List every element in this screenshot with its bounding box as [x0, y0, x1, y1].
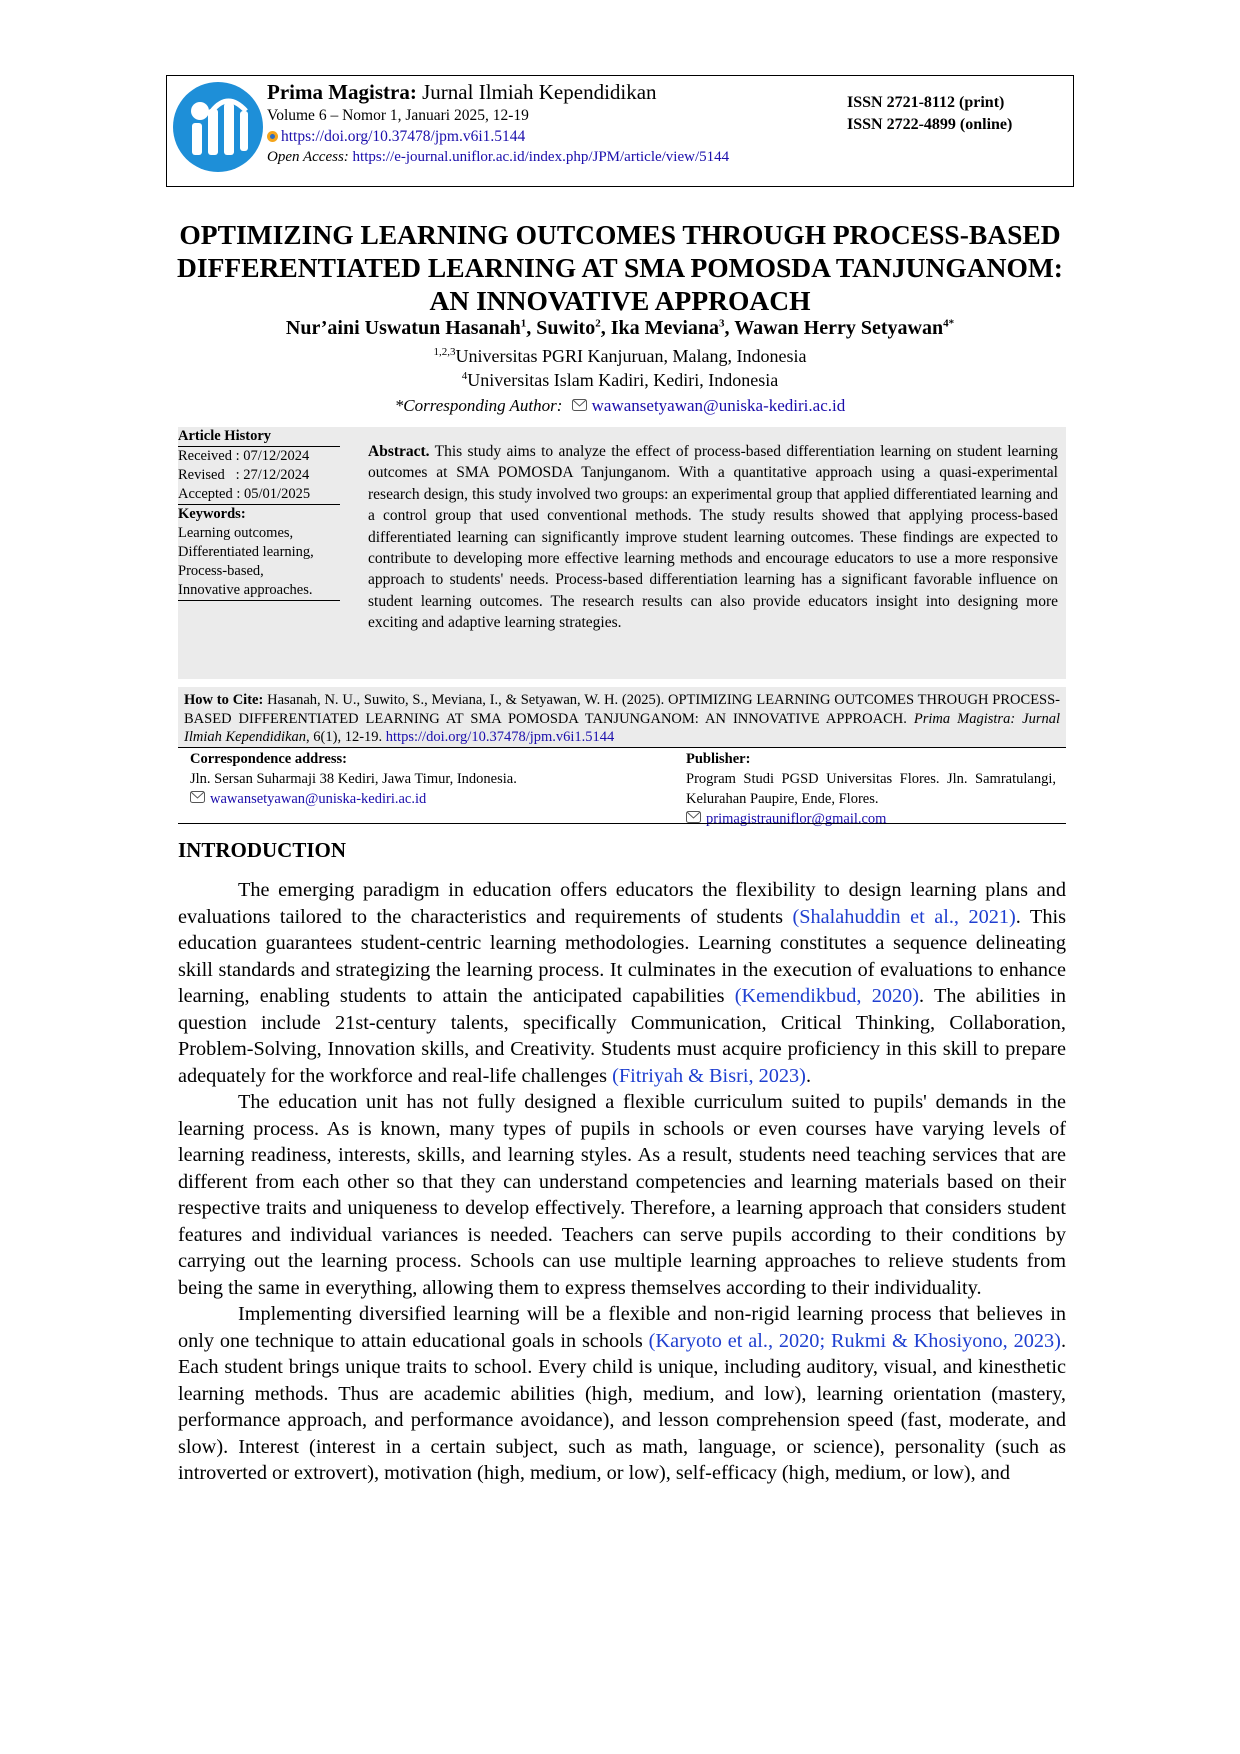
- paragraph-text: . Each student brings unique traits to school. Every child is unique, including auditory, visual, and kinesthetic learning methods. Thus are academic abilities (high, medium, and low), learning orientation (mastery, performance approach, and performance avoidance), and lesson comprehension speed (fast, moderate, and slow). Interest (interest in a certain subject, such as math, language, or science), personality (such as introverted or extrovert), motivation (high, medium, or low), self-efficacy (high, medium, or low), and: [178, 1329, 1067, 1484]
- received-date: Received : 07/12/2024: [178, 448, 310, 464]
- author-sup: 3: [719, 317, 725, 330]
- publisher-info: [686, 749, 1056, 829]
- journal-logo-icon: [172, 81, 264, 173]
- author-name: Wawan Herry Setyawan: [734, 317, 944, 339]
- journal-name: Prima Magistra:: [267, 80, 417, 104]
- how-to-cite: [178, 687, 1066, 748]
- open-access-label: Open Access:: [267, 149, 349, 165]
- article-history: [178, 427, 340, 601]
- affiliation-text: Universitas PGRI Kanjuruan, Malang, Indonesia: [455, 346, 807, 366]
- author-name: Suwito: [536, 317, 596, 339]
- volume-line: Volume 6 – Nomor 1, Januari 2025, 12-19: [267, 107, 529, 124]
- keyword: Learning outcomes,: [178, 525, 294, 541]
- correspondence-address: [178, 749, 640, 809]
- author-sup: 1: [520, 317, 527, 330]
- cite-tail: , 6(1), 12-19.: [306, 729, 383, 745]
- affiliation: [170, 346, 1070, 367]
- section-heading-introduction: INTRODUCTION: [178, 838, 347, 862]
- paragraph: [178, 1301, 1066, 1487]
- citation-link[interactable]: (Kemendikbud, 2020): [734, 985, 920, 1007]
- introduction-body: [178, 877, 1066, 1487]
- author-name: Nur’aini Uswatun Hasanah: [285, 317, 521, 339]
- doi-icon: [267, 131, 278, 142]
- paragraph-text: .: [805, 1064, 812, 1087]
- affiliation: [170, 370, 1070, 391]
- email-icon: [572, 399, 587, 411]
- keyword: Innovative approaches.: [178, 582, 313, 598]
- paragraph-text: The emerging paradigm in education offers educators the flexibility to design learning plans and evaluations tailored to the characteristics and requirements of students: [178, 879, 1066, 928]
- article-history-title: Article History: [178, 427, 340, 447]
- cite-doi-link[interactable]: https://doi.org/10.37478/jpm.v6i1.5144: [385, 729, 615, 745]
- paper-title: OPTIMIZING LEARNING OUTCOMES THROUGH PROCESS-BASED DIFFERENTIATED LEARNING AT SMA POMOSDA TANJUNGANOM: AN INNOVATIVE APPROACH: [177, 219, 1063, 316]
- corresponding-email-link[interactable]: wawansetyawan@uniska-kediri.ac.id: [591, 396, 846, 415]
- keywords-list: [178, 524, 340, 601]
- publisher-label: Publisher:: [686, 751, 751, 767]
- keyword: Differentiated learning,: [178, 544, 314, 560]
- doi-link[interactable]: https://doi.org/10.37478/jpm.v6i1.5144: [281, 128, 526, 145]
- email-icon: [686, 811, 701, 823]
- abstract-text: [368, 441, 1058, 634]
- journal-header: [166, 75, 1074, 187]
- corresponding-label: *Corresponding Author:: [394, 396, 563, 415]
- open-access-link[interactable]: https://e-journal.uniflor.ac.id/index.php/JPM/article/view/5144: [352, 149, 730, 165]
- paragraph: [178, 877, 1066, 1089]
- revised-date: Revised : 27/12/2024: [178, 467, 310, 483]
- abstract-body: This study aims to analyze the effect of process-based differentiation learning on student learning outcomes at SMA POMOSDA Tanjunganom. With a quantitative approach using a quasi-experimental research design, this study involved two groups: an experimental group that applied differentiated learning and a control group that used conventional methods. The study results showed that applying process-based differentiated learning can significantly improve student learning outcomes. These findings are expected to contribute to developing more effective learning methods and encourage educators to use a more responsive approach to students' needs. Process-based differentiation learning has a significant favorable influence on student learning outcomes. The research results can also provide educators insight into designing more exciting and adaptive learning strategies.: [368, 443, 1058, 632]
- keywords-title: Keywords:: [178, 504, 340, 524]
- issn-block: [847, 92, 1012, 136]
- affiliation-text: Universitas Islam Kadiri, Kediri, Indonesia: [467, 370, 779, 390]
- issn-online: ISSN 2722-4899 (online): [847, 116, 1013, 133]
- email-icon: [190, 791, 205, 803]
- divider: [178, 823, 1066, 824]
- cite-journal: Prima Magistra: Jurnal Ilmiah Kependidikan: [184, 710, 1061, 745]
- citation-link[interactable]: (Fitriyah & Bisri, 2023): [612, 1064, 806, 1087]
- citation-link[interactable]: (Shalahuddin et al., 2021): [792, 905, 1016, 928]
- abstract-label: Abstract.: [368, 443, 430, 460]
- affiliation-sup: 1,2,3: [433, 346, 456, 358]
- cite-label: How to Cite:: [184, 692, 264, 708]
- accepted-date: Accepted : 05/01/2025: [178, 486, 311, 502]
- journal-info: [267, 79, 729, 168]
- paragraph-text: Implementing diversified learning will be a flexible and non-rigid learning process that believes in only one technique to attain educational goals in schools: [178, 1303, 1066, 1352]
- abstract-box: [178, 427, 1066, 679]
- corresponding-author: [170, 396, 1070, 416]
- citation-link[interactable]: (Karyoto et al., 2020; Rukmi & Khosiyono, 2023): [648, 1329, 1061, 1352]
- affiliation-sup: 4: [461, 370, 468, 382]
- keyword: Process-based,: [178, 563, 264, 579]
- cite-text: Hasanah, N. U., Suwito, S., Meviana, I., & Setyawan, W. H. (2025). OPTIMIZING LEARNING OUTCOMES THROUGH PROCESS-BASED DIFFERENTIATED LEARNING AT SMA POMOSDA TANJUNGANOM: AN INNOVATIVE APPROACH.: [184, 692, 1061, 727]
- correspondence-text: Jln. Sersan Suharmaji 38 Kediri, Jawa Timur, Indonesia.: [190, 771, 517, 787]
- author-sup: 2: [595, 317, 601, 330]
- paragraph-text: . The abilities in question include 21st-century talents, specifically Communication, Critical Thinking, Collaboration, Problem-Solving, Innovation skills, and Creativity. Students must acquire proficiency in this skill to prepare adequately for the workforce and real-life challenges: [178, 985, 1066, 1087]
- correspondence-email-link[interactable]: wawansetyawan@uniska-kediri.ac.id: [210, 791, 427, 807]
- publisher-email-link[interactable]: primagistrauniflor@gmail.com: [706, 811, 887, 827]
- correspondence-label: Correspondence address:: [190, 751, 347, 767]
- paragraph: The education unit has not fully designed a flexible curriculum suited to pupils' demands in the learning process. As is known, many types of pupils in schools or even courses have varying levels of learning readiness, interests, skills, and learning styles. As a result, students need teaching services that are different from each other so that they can understand competencies and learning materials based on their respective traits and uniqueness to develop effectively. Therefore, a learning approach that considers student features and individual variances is needed. Teachers can serve pupils according to their conditions by carrying out the learning process. Schools can use multiple learning approaches to relieve students from being the same in everything, allowing them to express themselves according to their individuality.: [178, 1091, 1066, 1299]
- publisher-address: Program Studi PGSD Universitas Flores. Jln. Samratulangi, Kelurahan Paupire, Ende, Flores.: [686, 771, 1056, 807]
- author-list: Nur’aini Uswatun Hasanah$^1$, Suwito$^2$, Ika Meviana$^3$, Wawan Herry Setyawan$^{4*}$: [285, 317, 955, 339]
- author-name: Ika Meviana: [610, 317, 720, 339]
- author-sup: 4*: [943, 317, 955, 330]
- paragraph-text: . This education guarantees student-centric learning methodologies. Learning constitutes a sequence delineating skill standards and strategizing the learning process. It culminates in the execution of evaluations to enhance learning, enabling students to attain the anticipated capabilities: [178, 905, 1066, 1007]
- issn-print: ISSN 2721-8112 (print): [847, 94, 1005, 111]
- journal-subtitle: Jurnal Ilmiah Kependidikan: [422, 80, 657, 104]
